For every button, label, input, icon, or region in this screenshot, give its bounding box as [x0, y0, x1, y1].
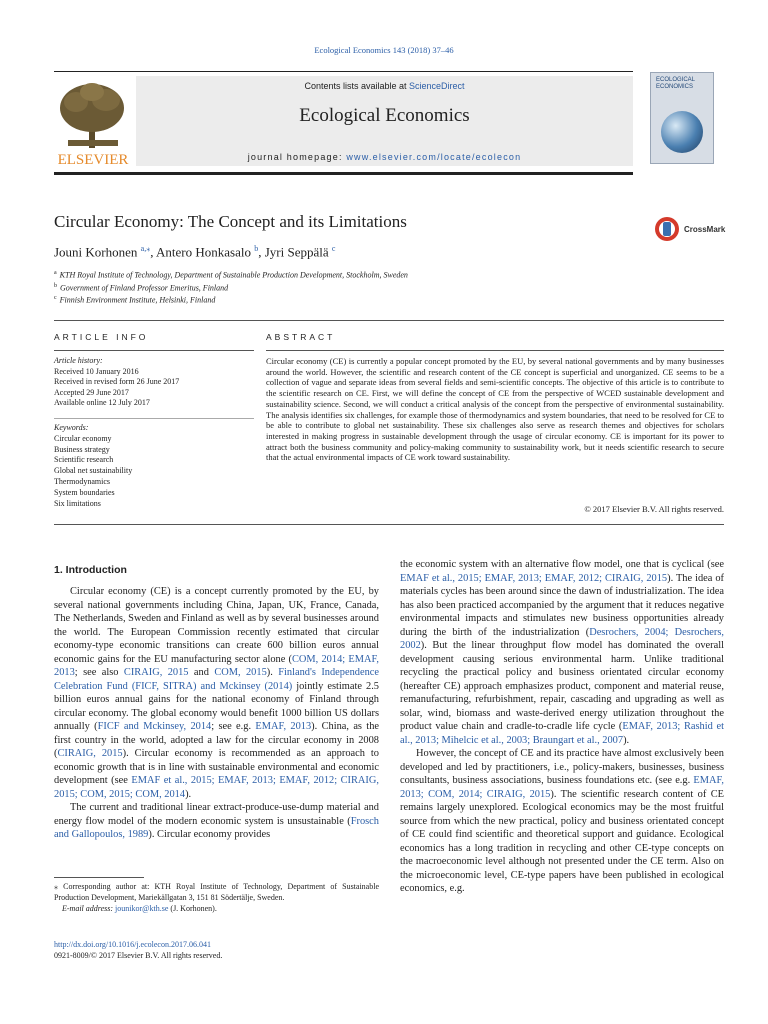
author-list: Jouni Korhonen $^{a,⁎}$, Antero Honkasalo $^b$, Jyri Seppälä $^c$ — [54, 244, 336, 260]
body-paragraph — [400, 558, 724, 747]
abstract-heading: ABSTRACT — [266, 332, 336, 342]
keyword-item: Business strategy — [54, 444, 110, 454]
sciencedirect-link[interactable]: ScienceDirect — [409, 81, 465, 91]
keyword-item: Global net sustainability — [54, 466, 133, 476]
citation-link[interactable]: EMAF, 2013; Rashid et al., 2013; Mihelcic et al., 2003; Braungart et al., 2007 — [400, 721, 724, 746]
abstract-rule — [266, 350, 724, 351]
body-text: ; see e.g. — [211, 721, 256, 732]
affiliation-item: $^a$ KTH Royal Institute of Technology, Department of Sustainable Production Development, Stockholm, Sweden — [54, 270, 408, 280]
email-note — [54, 904, 379, 915]
section-heading-introduction: 1. Introduction — [54, 564, 127, 576]
body-column-right — [400, 558, 724, 896]
homepage-link[interactable]: www.elsevier.com/locate/ecolecon — [346, 152, 522, 162]
homepage-prefix: journal homepage: — [247, 152, 347, 162]
body-text: ). Circular economy provides — [148, 829, 271, 840]
body-text: The current and traditional linear extract-produce-use-dump material and energy flow model of the modern economic system is unsustainable ( — [54, 802, 379, 827]
crossmark-icon — [654, 216, 680, 242]
body-text: ). But the linear throughput flow model has dominated the overall development causing serious environmental harm. Unlike traditional recycling the practical policy and business orientated circular economy (hereafter CE) approach emphasizes product, component and material reuse, remanufacturing, refurbishment, repair, cascading and upgrading as well as solar, wind, biomass and waste-derived energy utilization throughout the product value chain and cradle-to-cradle life cycle ( — [400, 640, 724, 732]
keywords-list — [54, 423, 254, 509]
abstract-copyright: © 2017 Elsevier B.V. All rights reserved. — [584, 504, 724, 514]
keyword-item: Circular economy — [54, 433, 112, 443]
email-label: E-mail address: — [62, 903, 116, 913]
header-rule-top — [54, 71, 633, 72]
contents-prefix: Contents lists available at — [304, 81, 410, 91]
elsevier-logo — [54, 78, 132, 168]
author-name[interactable]: Jouni Korhonen — [54, 244, 138, 260]
history-item: Accepted 29 June 2017 — [54, 387, 129, 397]
article-info-heading: ARTICLE INFO — [54, 332, 149, 342]
body-text: and — [188, 667, 215, 678]
doi-link[interactable]: http://dx.doi.org/10.1016/j.ecolecon.2017.06.041 — [54, 940, 211, 949]
citation-link[interactable]: FICF and Mckinsey, 2014 — [97, 721, 212, 732]
affiliation-item: $^c$ Finnish Environment Institute, Helsinki, Finland — [54, 295, 216, 305]
body-text: ). — [266, 667, 279, 678]
citation-link[interactable]: Frosch and Gallopoulos, 1989 — [54, 815, 379, 840]
citation-link[interactable]: EMAF et al., 2015; EMAF, 2013; EMAF, 2012; CIRAIG, 2015 — [400, 572, 668, 584]
body-paragraph — [400, 747, 724, 896]
journal-cover-thumbnail[interactable] — [650, 72, 714, 164]
body-text: Circular economy (CE) is a concept currently promoted by the EU, by several national governments including China, Japan, UK, France, Canada, The Netherlands, Sweden and Finland as well as by several businesses around the world. The European Commission recently estimated that circular economy-type economic transitions can create 600 billion euros annual economic gains for the EU manufacturing sector alone ( — [54, 586, 379, 665]
journal-homepage — [136, 152, 633, 162]
corresponding-author-note: ⁎ Corresponding author at: KTH Royal Institute of Technology, Department of Sustainable Production Development, Mariekällgatan 3, 151 81 Södertälje, Sweden. — [54, 882, 379, 902]
history-item: Available online 12 July 2017 — [54, 398, 150, 408]
body-text: ). — [185, 788, 192, 800]
citation-link[interactable]: Finland's Independence Celebration Fund (FICF, SITRA) and Mckinsey (2014) — [54, 667, 380, 692]
crossmark-badge[interactable] — [654, 216, 725, 242]
paper-title: Circular Economy: The Concept and its Limitations — [54, 212, 407, 231]
info-top-rule — [54, 320, 724, 321]
header-rule-bottom — [54, 172, 633, 175]
body-text: ). The idea of materials cycles has been around since the dawn of industrialization. The idea has also been practiced accompanied by the argument that it reduces negative environmental impacts and stimulates new business opportunities already during the birth of the industrialization ( — [400, 572, 724, 638]
article-history — [54, 356, 254, 409]
citation-link[interactable]: CIRAIG, 2015 — [123, 667, 189, 678]
body-text: the economic system with an alternative flow model, one that is cyclical (see — [400, 559, 724, 570]
cover-title: ECOLOGICAL ECONOMICS — [656, 77, 695, 90]
contents-line — [136, 81, 633, 91]
affiliations — [54, 268, 408, 306]
author-name[interactable]: Antero Honkasalo — [156, 244, 251, 260]
citation-link[interactable]: EMAF, 2013 — [255, 721, 312, 732]
journal-title: Ecological Economics — [299, 105, 470, 126]
footnote — [54, 882, 379, 914]
journal-reference[interactable]: Ecological Economics 143 (2018) 37–46 — [314, 45, 454, 55]
publisher-name: ELSEVIER — [57, 152, 129, 168]
elsevier-tree-icon — [54, 78, 132, 168]
body-text: jointly estimate 2.5 billion euros annual gains for the national economy of Finland through circular economy. The global economy would benefit 1000 billion US dollars annually ( — [54, 680, 379, 732]
keyword-item: Six limitations — [54, 498, 101, 508]
body-text: ). The scientific research content of CE remains largely unexplored. Ecological economics may be the most fruitful source from which the new practical, policy and business orientated concept of CE could find scientific and theoretical support and guidance. Ecological economics has a long tradition in recycling and other CE-type concepts on the macroeconomic level although not presented under the CE term. Also on the microeconomic level, CE-type papers have been published in ecological economics, e.g. — [400, 788, 724, 894]
article-info-rule — [54, 350, 254, 351]
footnote-rule — [54, 877, 144, 878]
cover-globe-image — [661, 111, 703, 153]
citation-link[interactable]: COM, 2014; EMAF, 2013 — [54, 653, 379, 678]
author-affiliation-marker[interactable]: c — [331, 244, 336, 253]
citation-link[interactable]: EMAF, 2013; COM, 2014; CIRAIG, 2015 — [400, 775, 724, 800]
citation-link[interactable]: EMAF et al., 2015; EMAF, 2013; EMAF, 2012; CIRAIG, 2015; COM, 2015; COM, 2014 — [54, 775, 379, 800]
abstract-bottom-rule — [54, 524, 724, 525]
affiliation-item: $^b$ Government of Finland Professor Emeritus, Finland — [54, 282, 229, 293]
doi-block — [54, 940, 222, 961]
body-text: However, the concept of CE and its practice have almost exclusively been developed and led by practitioners, i.e., policy-makers, businesses, business consultants, business associations, business foundations etc. (see e.g. — [400, 748, 724, 786]
citation-link[interactable]: COM, 2015 — [214, 667, 267, 678]
history-item: Received in revised form 26 June 2017 — [54, 377, 180, 387]
body-paragraph — [54, 585, 379, 801]
author-name[interactable]: Jyri Seppälä — [264, 244, 329, 260]
citation-link[interactable]: CIRAIG, 2015 — [57, 748, 123, 759]
author-affiliation-marker[interactable]: a,⁎ — [140, 244, 151, 253]
keywords-label: Keywords: — [54, 423, 89, 432]
body-text: ). Circular economy is recommended as an approach to economic growth that is in line with sustainable environmental and economic development (see — [54, 748, 379, 786]
history-item: Received 10 January 2016 — [54, 366, 139, 376]
body-column-left — [54, 585, 379, 842]
keyword-item: Scientific research — [54, 455, 114, 465]
body-text: ; see also — [74, 667, 124, 678]
crossmark-label: CrossMark — [684, 224, 726, 234]
email-link[interactable]: jounikor@kth.se — [115, 903, 169, 913]
email-suffix: (J. Korhonen). — [168, 903, 217, 913]
keyword-item: System boundaries — [54, 487, 115, 497]
author-affiliation-marker[interactable]: b — [254, 244, 259, 253]
history-label: Article history: — [54, 356, 103, 365]
issn-copyright: 0921-8009/© 2017 Elsevier B.V. All rights reserved. — [54, 950, 223, 960]
body-paragraph — [54, 801, 379, 842]
history-keywords-divider — [54, 418, 254, 419]
citation-link[interactable]: Desrochers, 2004; Desrochers, 2002 — [400, 626, 724, 651]
keyword-item: Thermodynamics — [54, 476, 110, 486]
body-text: ). China, as the first country in the world, adopted a law for the circular economy in 2008 ( — [54, 721, 380, 759]
body-text: ). — [623, 734, 630, 746]
abstract-text: Circular economy (CE) is currently a popular concept promoted by the EU, by several national governments and by many businesses around the world. However, the scientific and research content of the CE concept is superficial and unorganized. CE seems to be a collection of vague and separate ideas from several fields and semi-scientific concepts. The objective of this article is to contribute to the scientific research on CE. First, we will define the concept of CE from the perspective of WCED sustainable development and sustainability science. Second, we will conduct a critical analysis of the concept from the perspective of environmental sustainability. The analysis identifies six challenges, for example those of thermodynamics and system boundaries, that need to be resolved for CE to be able to contribute to global net sustainability. These six challenges also serve as research themes and objectives for scholars interested in making progress in sustainable development through the usage of circular economy. CE is important for its power to attract both the business community and policy-making community to sustainability work, but it needs scientific research to secure that the actual environmental impacts of CE work toward sustainability. — [266, 356, 724, 463]
